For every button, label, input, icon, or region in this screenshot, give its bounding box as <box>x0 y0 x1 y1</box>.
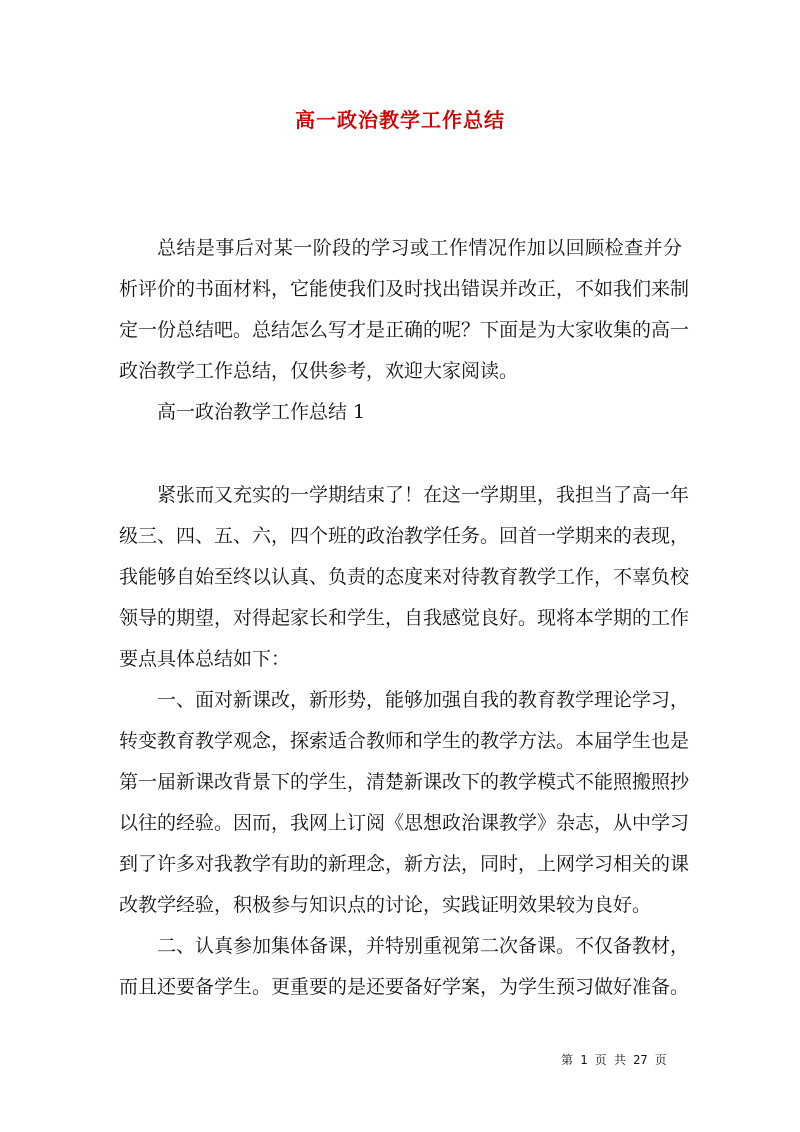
blank-line <box>119 433 682 475</box>
paragraph-line: 定一份总结吧。总结怎么写才是正确的呢？下面是为大家收集的高一 <box>119 319 690 341</box>
intro-paragraph <box>119 228 690 392</box>
body-paragraph <box>119 680 690 926</box>
paragraph-line: 领导的期望，对得起家长和学生，自我感觉良好。现将本学期的工作 <box>119 607 690 629</box>
paragraph-line: 而且还要备学生。更重要的是还要备好学案，为学生预习做好准备。 <box>119 976 690 998</box>
paragraph-line: 级三、四、五、六，四个班的政治教学任务。回首一学期来的表现， <box>119 525 690 547</box>
paragraph-line: 以往的经验。因而，我网上订阅《思想政治课教学》杂志，从中学习 <box>119 812 690 834</box>
paragraph-line: 析评价的书面材料，它能使我们及时找出错误并改正，不如我们来制 <box>119 278 690 300</box>
paragraph-line: 二、认真参加集体备课，并特别重视第二次备课。不仅备教材， <box>157 935 690 957</box>
section-heading-line: 高一政治教学工作总结 1 <box>157 401 366 423</box>
document-body <box>119 228 690 1008</box>
document-title: 高一政治教学工作总结 <box>295 108 505 132</box>
body-paragraph <box>119 475 690 680</box>
paragraph-line: 一、面对新课改，新形势，能够加强自我的教育教学理论学习， <box>157 689 690 711</box>
paragraph-line: 改教学经验，积极参与知识点的讨论，实践证明效果较为良好。 <box>119 894 652 916</box>
paragraph-line: 第一届新课改背景下的学生，清楚新课改下的教学模式不能照搬照抄 <box>119 771 690 793</box>
page-number-footer: 第 1 页 共 27 页 <box>561 1053 667 1067</box>
section-heading <box>119 392 682 433</box>
paragraph-line: 到了许多对我教学有助的新理念，新方法，同时，上网学习相关的课 <box>119 853 690 875</box>
paragraph-line: 总结是事后对某一阶段的学习或工作情况作加以回顾检查并分 <box>157 237 682 259</box>
paragraph-line: 转变教育教学观念，探索适合教师和学生的教学方法。本届学生也是 <box>119 730 690 752</box>
paragraph-line: 政治教学工作总结，仅供参考，欢迎大家阅读。 <box>119 360 519 382</box>
paragraph-line: 要点具体总结如下： <box>119 648 291 670</box>
paragraph-line: 我能够自始至终以认真、负责的态度来对待教育教学工作，不辜负校 <box>119 566 690 588</box>
paragraph-line: 紧张而又充实的一学期结束了！在这一学期里，我担当了高一年 <box>157 484 690 506</box>
body-paragraph <box>119 926 690 1008</box>
